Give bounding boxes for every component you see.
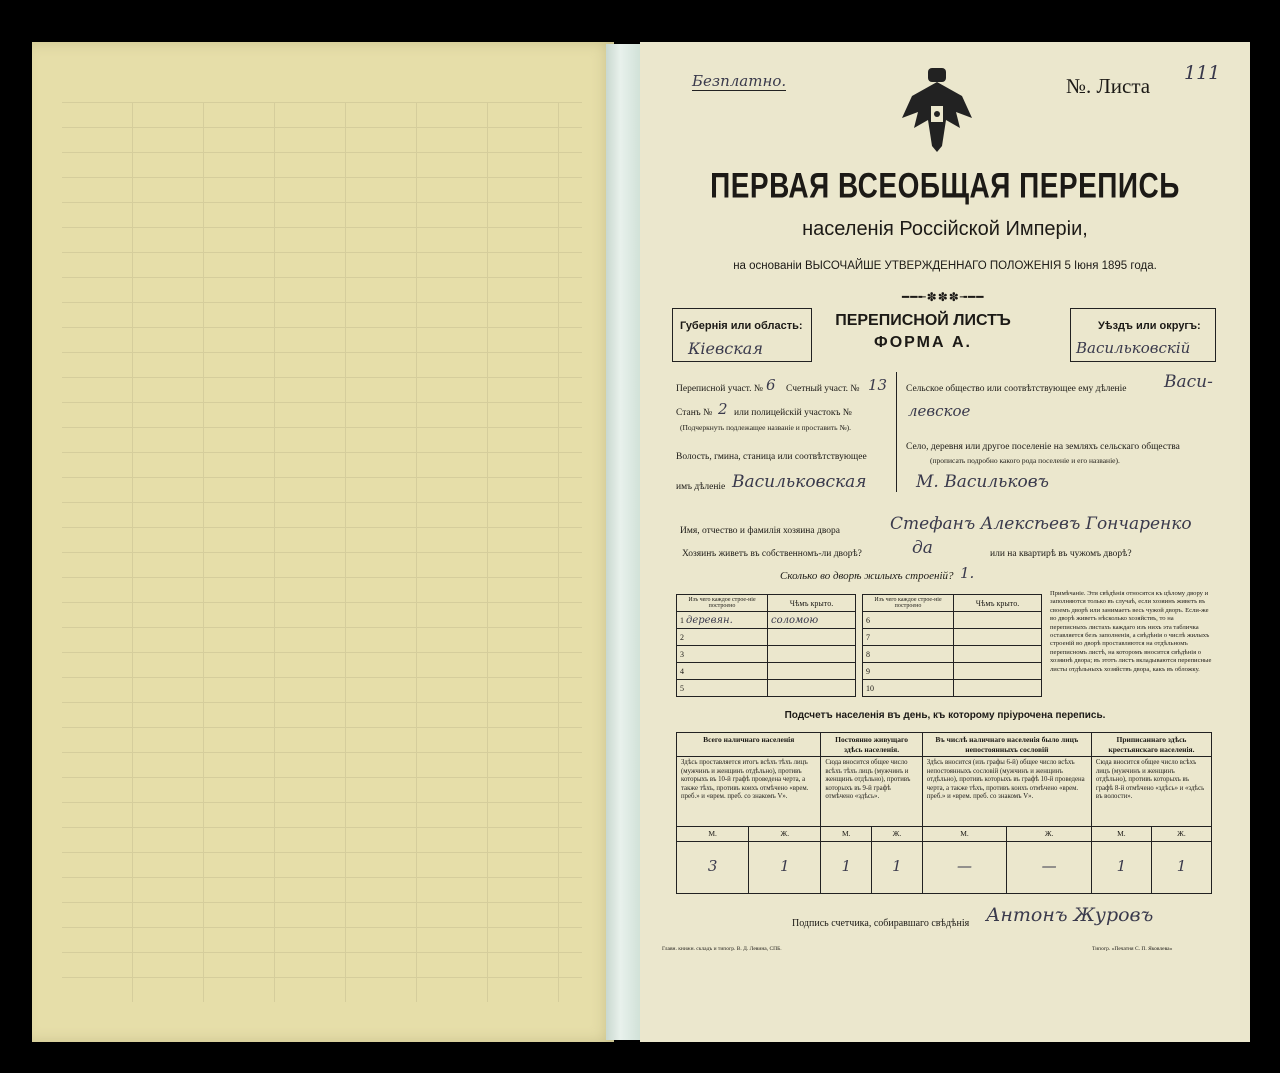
volost-value: Васильковская (732, 472, 867, 492)
form-subtitle: ФОРМА А. (874, 334, 972, 351)
ornament-divider: ━━╾✽✽✽╼━━ (902, 290, 985, 304)
col-total-desc: Здѣсь проставляется итогъ всѣхъ тѣхъ лицъ (мужчинъ и женщинъ отдѣльно), противъ которыхъ въ 10-й графѣ проведена черта, а также тѣхъ, противъ коихъ отмѣчено «врем. преб.» и «врем. преб. со знакомъ V». (677, 757, 821, 827)
village-label: Село, деревня или другое поселеніе на земляхъ сельскаго общества (906, 442, 1180, 452)
total-f: 1 (749, 841, 821, 893)
col-peasant-desc: Сюда вносится общее число всѣхъ лицъ (мужчинъ и женщинъ отдѣльно), противъ которыхъ въ графѣ 8-й отмѣчено «здѣсь» и «здѣсь въ волости». (1091, 757, 1211, 827)
m-label: М. (821, 827, 872, 842)
total-m: 3 (677, 841, 749, 893)
building-row-7: 7 (863, 629, 954, 646)
binding-strip (606, 44, 642, 1040)
col-total-header: Всего наличнаго населенія (677, 733, 821, 757)
free-label: Безплатно. (692, 72, 787, 90)
m-label: М. (922, 827, 1007, 842)
legal-basis: на основаніи ВЫСОЧАЙШЕ УТВЕРЖДЕННАГО ПОЛОЖЕНІЯ 5 Іюня 1895 года. (733, 260, 1157, 272)
stan-label: Станъ № (676, 408, 713, 418)
own-yard-value: да (912, 538, 933, 558)
village-value: М. Васильковъ (916, 472, 1050, 492)
guberniya-value: Кіевская (688, 339, 763, 358)
sheet-number-label: №. Листа (1066, 74, 1151, 98)
bleed-through-grid (62, 102, 582, 1002)
footnote: Примѣчаніе. Эти свѣдѣнія относятся къ цѣлому двору и заполняются только въ случаѣ, если хозяинъ живетъ въ своемъ дворѣ или занимаетъ весь чужой дворъ. Если-же во дворѣ живетъ нѣсколько хозяйствъ, то на переписныхъ листахъ каждаго изъ нихъ эта табличка оставляется безъ заполненія, а свѣдѣнія о числѣ жилыхъ строеній во дворѣ проставляются на отдѣльномъ переписномъ листѣ, на которомъ вносится свѣдѣнія о хозяинѣ двора; въ этотъ листъ вкладываются переписные листы отдѣльныхъ хозяйствъ двора, какъ въ обложку. (1050, 590, 1212, 673)
population-table (676, 732, 1212, 894)
permanent-f: 1 (872, 841, 923, 893)
form-title: ПЕРЕПИСНОЙ ЛИСТЪ (835, 312, 1011, 329)
rented-label: или на квартирѣ въ чужомъ дворѣ? (990, 549, 1132, 559)
police-note: (Подчеркнуть подлежащее названіе и проставить №). (680, 423, 851, 432)
building-row-2: 2 (677, 629, 768, 646)
col-permanent-header: Постоянно живущаго здѣсь населенія. (821, 733, 922, 757)
buildings-table-right (862, 594, 1042, 697)
roof-row-1: соломою (768, 612, 856, 629)
col-nonpermanent-desc: Здѣсь вносится (изъ графы 6-й) общее число всѣхъ непостоянныхъ сословій (мужчинъ и женщинъ отдѣльно), противъ которыхъ въ графѣ 10-й проведена черта, а также тѣхъ, противъ коихъ отмѣчено «врем. преб.» и «врем. преб. со знакомъ V». (922, 757, 1091, 827)
left-page (32, 42, 614, 1042)
census-form-page (640, 42, 1250, 1042)
nonpermanent-f: — (1007, 841, 1092, 893)
count-district-value: 13 (868, 376, 888, 394)
building-row-9: 9 (863, 663, 954, 680)
sheet-number-value: 111 (1184, 62, 1221, 84)
permanent-m: 1 (821, 841, 872, 893)
building-row-4: 4 (677, 663, 768, 680)
material-header-right: Изъ чего каждое строе-ніе построено (863, 595, 954, 612)
fields-divider (896, 372, 897, 492)
own-yard-label: Хозяинъ живетъ въ собственномъ-ли дворѣ? (682, 549, 862, 559)
printer-right: Типогр. «Печатня С. П. Яковлева» (1092, 946, 1173, 952)
m-label: М. (1091, 827, 1151, 842)
stan-value: 2 (718, 400, 728, 418)
material-header: Изъ чего каждое строе-ніе построено (677, 595, 768, 612)
col-nonpermanent-header: Въ числѣ наличнаго населенія было лицъ непостоянныхъ сословій (922, 733, 1091, 757)
census-district-value: 6 (766, 376, 776, 394)
roof-header: Чѣмъ крыто. (768, 595, 856, 612)
m-label: М. (677, 827, 749, 842)
rural-society-value-1: Васи- (1164, 372, 1213, 392)
col-peasant-header: Приписаннаго здѣсь крестьянскаго населенія. (1091, 733, 1211, 757)
f-label: Ж. (749, 827, 821, 842)
uezd-label: Уѣздъ или округъ: (1098, 320, 1201, 332)
owner-value: Стефанъ Алексѣевъ Гончаренко (890, 514, 1192, 534)
imperial-eagle-icon (898, 66, 976, 154)
roof-header-right: Чѣмъ крыто. (954, 595, 1042, 612)
police-label: или полицейскій участокъ № (734, 408, 852, 418)
peasant-f: 1 (1151, 841, 1211, 893)
rural-society-value-2: левское (908, 402, 971, 420)
owner-label: Имя, отчество и фамилія хозяина двора (680, 526, 840, 536)
buildings-label: Сколько во дворѣ жилыхъ строеній? (780, 570, 954, 582)
count-district-label: Счетный участ. № (786, 384, 860, 394)
signature-value: Антонъ Журовъ (986, 904, 1154, 926)
peasant-m: 1 (1091, 841, 1151, 893)
buildings-value: 1. (960, 564, 975, 582)
village-note: (прописать подробно какого рода поселеніе и его названіе). (930, 456, 1120, 465)
building-row-10: 10 (863, 680, 954, 697)
f-label: Ж. (1151, 827, 1211, 842)
building-row-3: 3 (677, 646, 768, 663)
subtitle: населенія Россійской Имперіи, (802, 218, 1088, 240)
signature-label: Подпись счетчика, собиравшаго свѣдѣнія (792, 918, 970, 929)
volost-label-1: Волость, гмина, станица или соотвѣтствующее (676, 452, 867, 462)
building-row-1: 1 деревян. (677, 612, 768, 629)
f-label: Ж. (1007, 827, 1092, 842)
volost-label-2: имъ дѣленіе (676, 482, 726, 492)
census-district-label: Переписной участ. № (676, 384, 763, 394)
uezd-value: Васильковскій (1076, 339, 1191, 357)
population-title: Подсчетъ населенія въ день, къ которому пріурочена перепись. (784, 710, 1106, 721)
printer-left: Главн. книжн. складъ и типогр. В. Д. Левина, СПБ. (662, 946, 782, 952)
main-title: ПЕРВАЯ ВСЕОБЩАЯ ПЕРЕПИСЬ (710, 166, 1180, 205)
building-row-8: 8 (863, 646, 954, 663)
col-permanent-desc: Сюда вносится общее число всѣхъ тѣхъ лицъ (мужчинъ и женщинъ отдѣльно), противъ которыхъ въ 9-й графѣ отмѣчено «здѣсь». (821, 757, 922, 827)
buildings-table-left (676, 594, 856, 697)
rural-society-label: Сельское общество или соотвѣтствующее ему дѣленіе (906, 384, 1127, 394)
f-label: Ж. (872, 827, 923, 842)
building-row-6: 6 (863, 612, 954, 629)
nonpermanent-m: — (922, 841, 1007, 893)
guberniya-label: Губернія или область: (680, 320, 803, 332)
building-row-5: 5 (677, 680, 768, 697)
